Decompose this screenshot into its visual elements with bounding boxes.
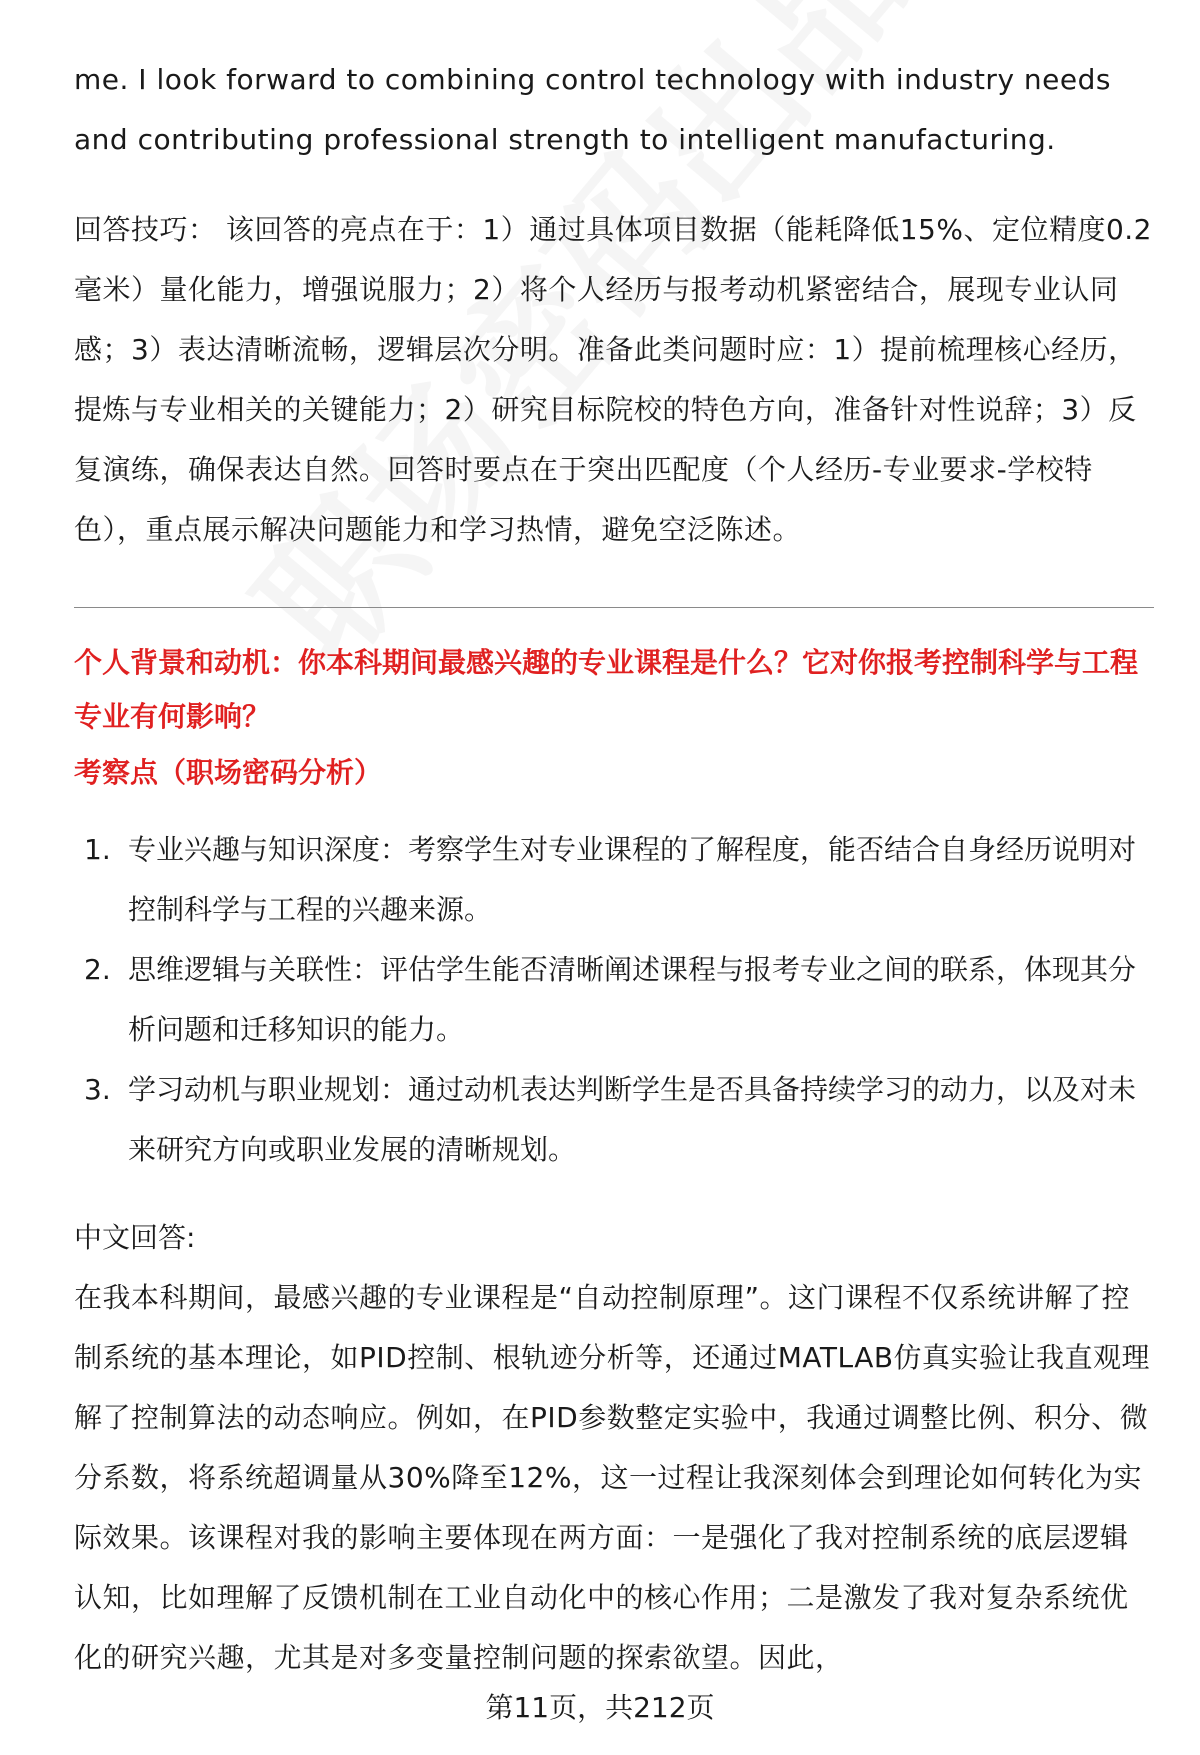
list-item-text: 思维逻辑与关联性：评估学生能否清晰阐述课程与报考专业之间的联系，体现其分析问题和迁移知识的能力。 (128, 953, 1137, 1046)
list-item-text: 学习动机与职业规划：通过动机表达判断学生是否具备持续学习的动力，以及对未来研究方向或职业发展的清晰规划。 (128, 1073, 1137, 1166)
chinese-answer-paragraph: 在我本科期间，最感兴趣的专业课程是“自动控制原理”。这门课程不仅系统讲解了控制系统的基本理论，如PID控制、根轨迹分析等，还通过MATLAB仿真实验让我直观理解了控制算法的动态响应。例如，在PID参数整定实验中，我通过调整比例、积分、微分系数，将系统超调量从30%降至12%，这一过程让我深刻体会到理论如何转化为实际效果。该课程对我的影响主要体现在两方面：一是强化了我对控制系统的底层逻辑认知，比如理解了反馈机制在工业自动化中的核心作用；二是激发了我对复杂系统优化的研究兴趣，尤其是对多变量控制问题的探索欲望。因此， (74, 1281, 1151, 1674)
section-divider (74, 607, 1154, 608)
list-number: 2. (84, 953, 111, 986)
list-item-text: 专业兴趣与知识深度：考察学生对专业课程的了解程度，能否结合自身经历说明对控制科学与工程的兴趣来源。 (128, 833, 1137, 926)
list-number: 3. (84, 1073, 111, 1106)
analysis-title: 考察点（职场密码分析） (74, 756, 383, 789)
english-answer-tail: me. I look forward to combining control technology with industry needs and contributing professional strength to intelligent manufacturing. (74, 63, 1111, 156)
answer-tips-paragraph: 回答技巧： 该回答的亮点在于：1）通过具体项目数据（能耗降低15%、定位精度0.2毫米）量化能力，增强说服力；2）将个人经历与报考动机紧密结合，展现专业认同感；3）表达清晰流畅，逻辑层次分明。准备此类问题时应：1）提前梳理核心经历，提炼与专业相关的关键能力；2）研究目标院校的特色方向，准备针对性说辞；3）反复演练，确保表达自然。回答时要点在于突出匹配度（个人经历-专业要求-学校特色），重点展示解决问题能力和学习热情，避免空泛陈述。 (74, 213, 1152, 546)
list-item (74, 940, 1154, 1060)
page-footer: 第11页，共212页 (485, 1691, 715, 1724)
chinese-answer-label: 中文回答: (74, 1221, 196, 1254)
question-title: 个人背景和动机：你本科期间最感兴趣的专业课程是什么？它对你报考控制科学与工程专业有何影响？ (74, 646, 1139, 733)
list-number: 1. (84, 833, 111, 866)
list-item (74, 820, 1154, 940)
assessment-points-list (74, 820, 1154, 1180)
list-item (74, 1060, 1154, 1180)
